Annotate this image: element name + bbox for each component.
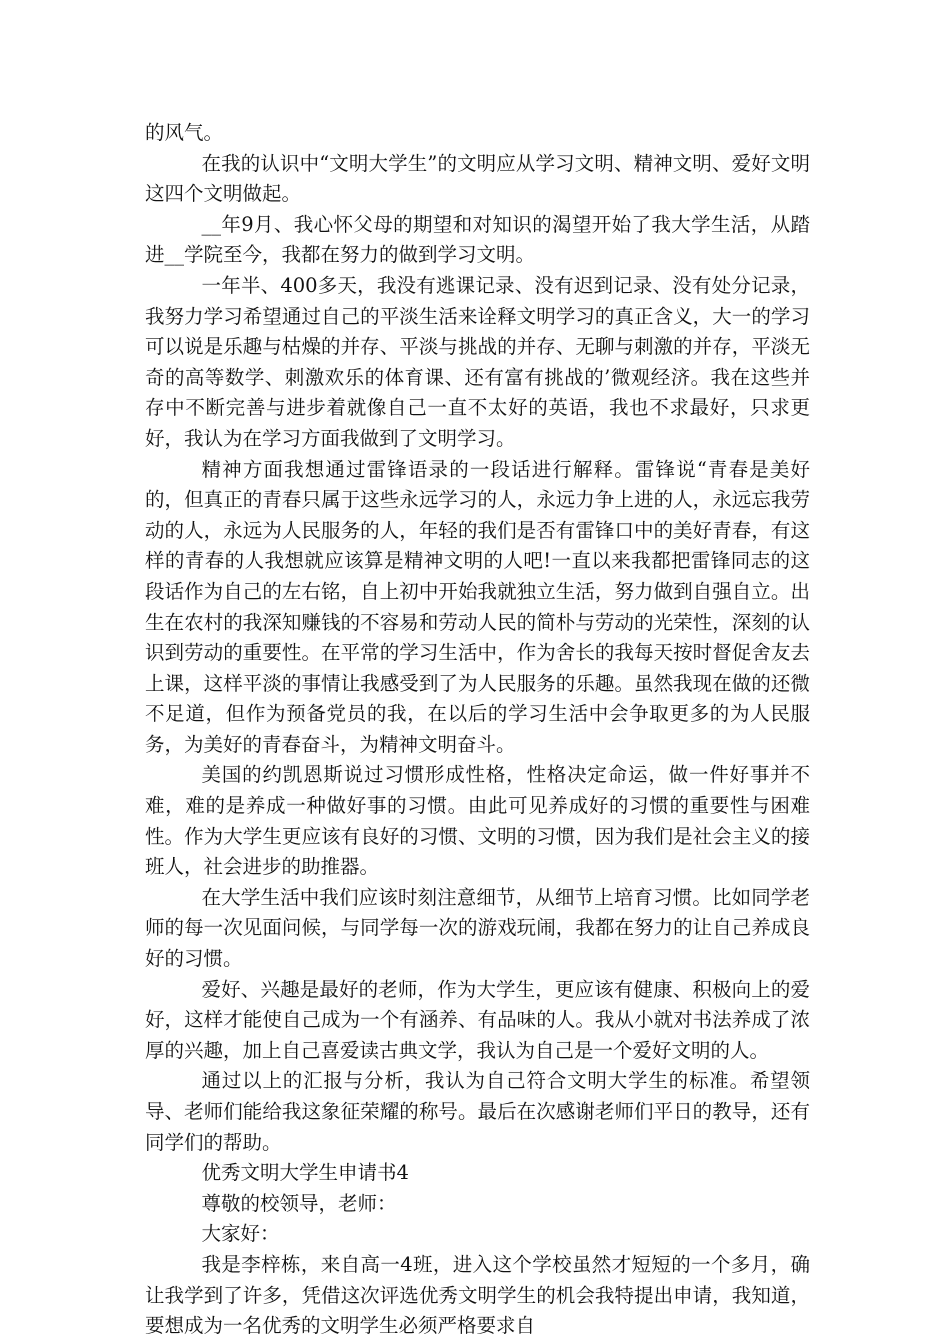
paragraph-study-civility: 一年半、400多天，我没有逃课记录、没有迟到记录、没有处分记录，我努力学习希望通过自己的平淡生活来诠释文明学习的真正含义，大一的学习可以说是乐趣与枯燥的并存、平淡与挑战的并存、无聊与刺激的并存，平淡无奇的高等数学、刺激欢乐的体育课、还有富有挑战的’微观经济。我在这些并存中不断完善与进步着就像自己一直不太好的英语，我也不求最好，只求更好，我认为在学习方面我做到了文明学习。	[145, 273, 810, 450]
paragraph-start-of-college: __年9月、我心怀父母的期望和对知识的渴望开始了我大学生活，从踏进__学院至今，我都在努力的做到学习文明。	[145, 212, 810, 267]
salutation: 尊敬的校领导，老师：	[201, 1191, 397, 1215]
greeting: 大家好：	[201, 1222, 280, 1246]
paragraph-intro: 在我的认识中“文明大学生”的文明应从学习文明、精神文明、爱好文明这四个文明做起。	[145, 151, 810, 206]
paragraph-details: 在大学生活中我们应该时刻注意细节，从细节上培育习惯。比如同学老师的每一次见面问候，与同学每一次的游戏玩闹，我都在努力的让自己养成良好的习惯。	[145, 885, 810, 971]
paragraph-conclusion: 通过以上的汇报与分析，我认为自己符合文明大学生的标准。希望领导、老师们能给我这象征荣耀的称号。最后在次感谢老师们平日的教导，还有同学们的帮助。	[145, 1069, 810, 1154]
paragraph-hobbies: 爱好、兴趣是最好的老师，作为大学生，更应该有健康、积极向上的爱好，这样才能使自己成为一个有涵养、有品味的人。我从小就对书法养成了浓厚的兴趣，加上自己喜爱读古典文学，我认为自己是一个爱好文明的人。	[145, 977, 810, 1062]
paragraph-continuation: 的风气。	[145, 121, 224, 144]
document-page	[145, 118, 810, 1342]
paragraph-habits: 美国的约凯恩斯说过习惯形成性格，性格决定命运，做一件好事并不难，难的是养成一种做好事的习惯。由此可见养成好的习惯的重要性与困难性。作为大学生更应该有良好的习惯、文明的习惯，因为我们是社会主义的接班人，社会进步的助推器。	[145, 763, 810, 879]
section-heading: 优秀文明大学生申请书4	[201, 1161, 409, 1185]
paragraph-self-introduction: 我是李梓栋，来自高一4班，进入这个学校虽然才短短的一个多月，确让我学到了许多，凭借这次评选优秀文明学生的机会我特提出申请，我知道，要想成为一名优秀的文明学生必须严格要求自	[145, 1252, 810, 1338]
paragraph-spiritual-civility: 精神方面我想通过雷锋语录的一段话进行解释。雷锋说“青春是美好的，但真正的青春只属于这些永远学习的人，永远力争上进的人，永远忘我劳动的人，永远为人民服务的人，年轻的我们是否有雷锋口中的美好青春，有这样的青春的人我想就应该算是精神文明的人吧!一直以来我都把雷锋同志的这段话作为自己的左右铭，自上初中开始我就独立生活，努力做到自强自立。出生在农村的我深知赚钱的不容易和劳动人民的简朴与劳动的光荣性，深刻的认识到劳动的重要性。在平常的学习生活中，作为舍长的我每天按时督促舍友去上课，这样平淡的事情让我感受到了为人民服务的乐趣。虽然我现在做的还微不足道，但作为预备党员的我，在以后的学习生活中会争取更多的为人民服务，为美好的青春奋斗，为精神文明奋斗。	[145, 457, 810, 756]
